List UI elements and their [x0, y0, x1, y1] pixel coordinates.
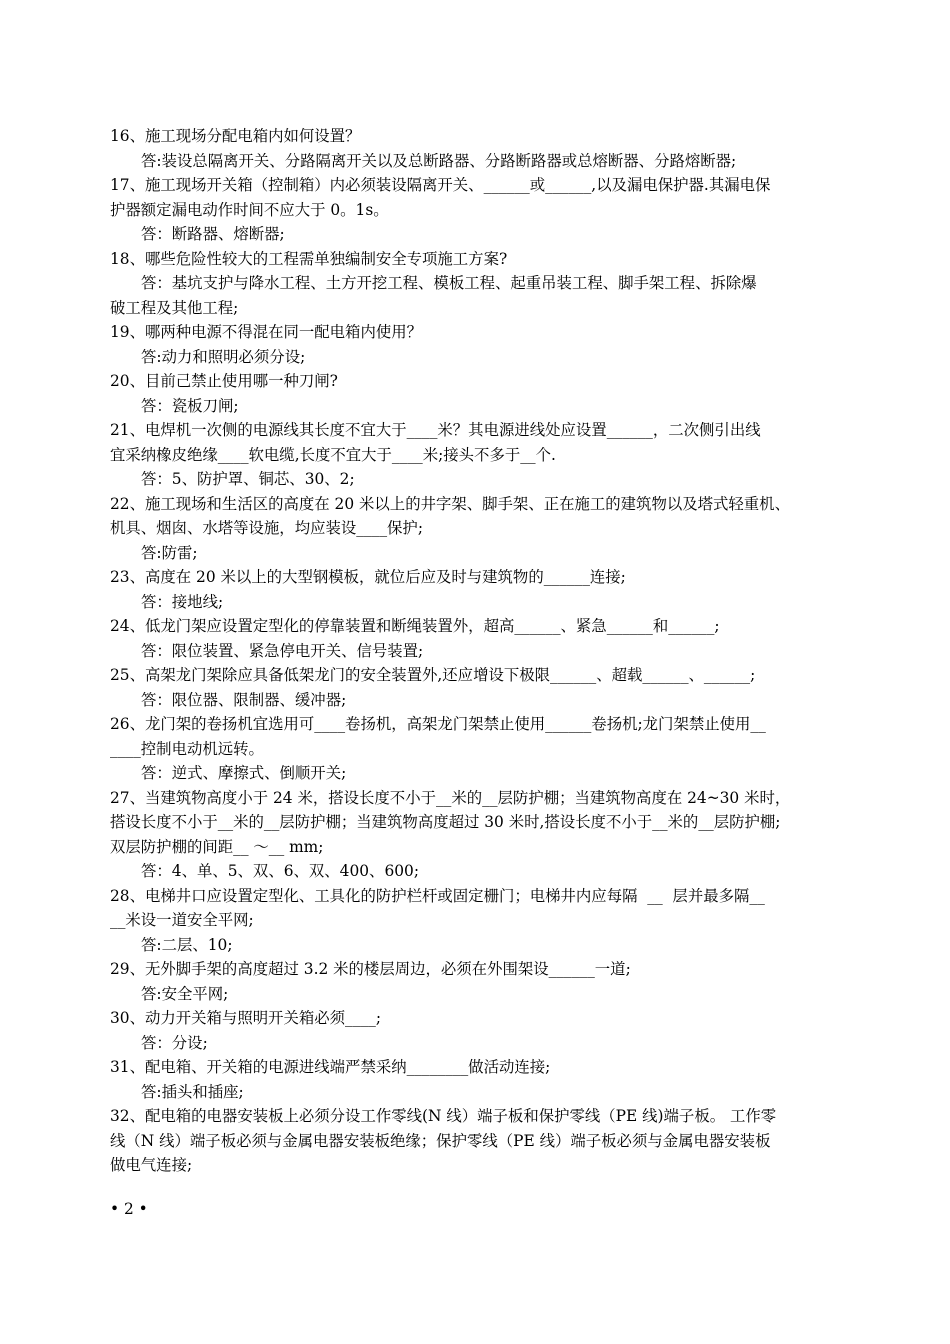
question-line: 30、动力开关箱与照明开关箱必须____;: [110, 1009, 382, 1027]
answer-line: 答：分设;: [141, 1033, 208, 1052]
question-line: 25、高架龙门架除应具备低架龙门的安全装置外,还应增设下极限______、超载______、______;: [110, 666, 756, 684]
document-body: [110, 124, 845, 1178]
continuation-line: 破工程及其他工程;: [110, 298, 239, 317]
answer-line: 答:插头和插座;: [141, 1082, 244, 1101]
answer-line: 答:安全平网;: [141, 984, 229, 1003]
continuation-line: __米设一道安全平网;: [110, 911, 254, 929]
answer-line: 答:防雷;: [141, 543, 198, 562]
question-line: 24、低龙门架应设置定型化的停靠装置和断绳装置外，超高______、紧急______和______;: [110, 617, 720, 635]
question-line: 31、配电箱、开关箱的电源进线端严禁采纳________做活动连接;: [110, 1058, 551, 1076]
question-line: 32、配电箱的电器安装板上必须分设工作零线(N 线）端子板和保护零线（PE 线)端子板。 工作零: [110, 1107, 777, 1125]
answer-line: 答：接地线;: [141, 592, 224, 611]
continuation-line: 机具、烟囱、水塔等设施，均应装设____保护;: [110, 519, 423, 537]
question-line: 27、当建筑物高度小于 24 米，搭设长度不小于__米的__层防护棚；当建筑物高度在 24~30 米时，: [110, 788, 791, 807]
continuation-line: 线（N 线）端子板必须与金属电器安装板绝缘；保护零线（PE 线）端子板必须与金属电器安装板: [110, 1131, 771, 1150]
continuation-line: 护器额定漏电动作时间不应大于 0。1s。: [110, 200, 389, 219]
continuation-line: 做电气连接;: [110, 1156, 193, 1174]
answer-line: 答：断路器、熔断器;: [141, 225, 285, 243]
continuation-line: ____控制电动机远转。: [110, 739, 264, 758]
question-line: 26、龙门架的卷扬机宜选用可____卷扬机，高架龙门架禁止使用______卷扬机;龙门架禁止使用__: [110, 715, 766, 733]
answer-line: 答:装设总隔离开关、分路隔离开关以及总断路器、分路断路器或总熔断器、分路熔断器;: [141, 151, 737, 170]
continuation-line: 搭设长度不小于__米的__层防护棚；当建筑物高度超过 30 米时,搭设长度不小于__米的__层防护棚;: [110, 813, 781, 831]
question-line: 29、无外脚手架的高度超过 3.2 米的楼层周边，必须在外围架设______一道;: [110, 960, 631, 978]
answer-line: 答：基坑支护与降水工程、土方开挖工程、模板工程、起重吊装工程、脚手架工程、拆除爆: [141, 274, 757, 292]
answer-line: 答：4、单、5、双、6、双、400、600;: [141, 862, 420, 880]
answer-line: 答：逆式、摩擦式、倒顺开关;: [141, 764, 347, 782]
answer-line: 答:动力和照明必须分设;: [141, 347, 306, 366]
answer-line: 答：5、防护罩、铜芯、30、2;: [141, 470, 355, 488]
continuation-line: 宜采纳橡皮绝缘____软电缆,长度不宜大于____米;接头不多于__个.: [110, 445, 556, 464]
answer-line: 答：限位装置、紧急停电开关、信号装置;: [141, 641, 424, 660]
question-line: 22、施工现场和生活区的高度在 20 米以上的井字架、脚手架、正在施工的建筑物以及塔式轻重机、: [110, 494, 790, 513]
question-line: 17、施工现场开关箱（控制箱）内必须装设隔离开关、______或______,以及漏电保护器.其漏电保: [110, 176, 771, 194]
question-line: 20、目前己禁止使用哪一种刀闸?: [110, 372, 338, 390]
question-line: 18、哪些危险性较大的工程需单独编制安全专项施工方案?: [110, 249, 508, 268]
answer-line: 答:二层、10;: [141, 935, 233, 954]
question-line: 23、高度在 20 米以上的大型钢模板，就位后应及时与建筑物的______连接;: [110, 568, 626, 586]
page-number: • 2 •: [110, 1200, 148, 1218]
answer-line: 答：瓷板刀闸;: [141, 396, 239, 415]
question-line: 28、电梯井口应设置定型化、工具化的防护栏杆或固定栅门；电梯井内应每隔 __ 层并最多隔__: [110, 886, 765, 905]
question-line: 21、电焊机一次侧的电源线其长度不宜大于____米？其电源进线处应设置______，二次侧引出线: [110, 421, 761, 439]
continuation-line: 双层防护棚的间距__ ～__ mm;: [110, 837, 324, 856]
question-line: 19、哪两种电源不得混在同一配电箱内使用？: [110, 323, 423, 341]
answer-line: 答：限位器、限制器、缓冲器;: [141, 690, 347, 709]
question-line: 16、施工现场分配电箱内如何设置？: [110, 127, 361, 145]
